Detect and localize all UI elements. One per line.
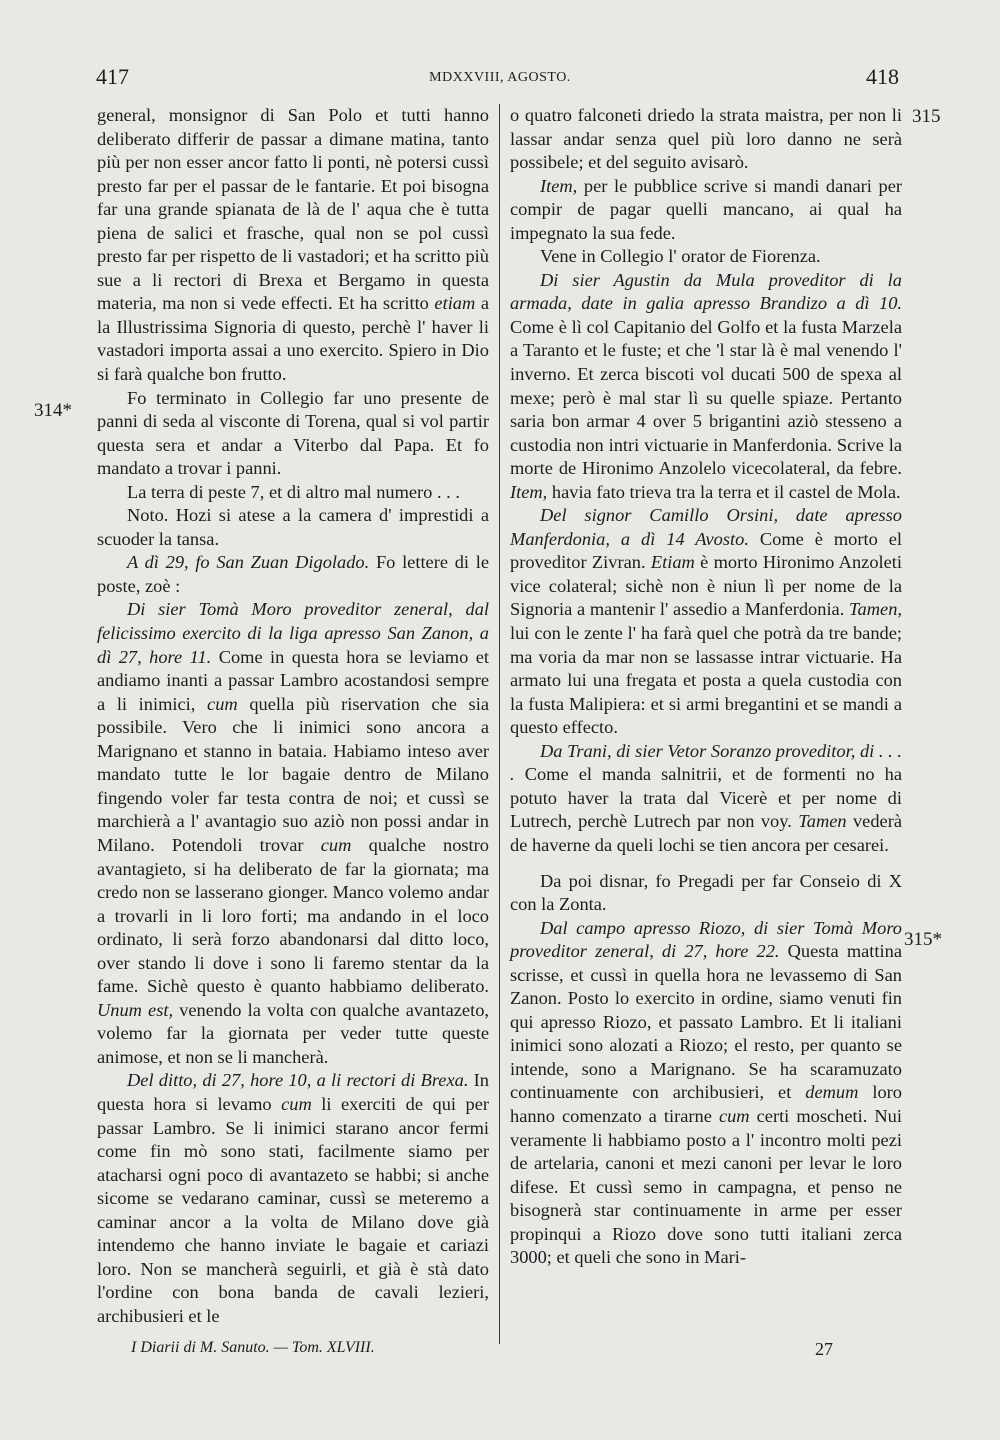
paragraph: Da Trani, di sier Vetor Soranzo proveditor, di . . . . Come el manda salnitrii, et de formenti no ha potuto haver la trata dal Vicerè et per nome di Lutrech, perchè Lutrech par non voy. Tamen vederà de haverne da queli lochi se tien ancora per cesarei.: [510, 740, 902, 855]
footer-signature-number: 27: [815, 1339, 833, 1359]
margin-note-315-star: 315*: [904, 929, 942, 950]
paragraph: Di sier Agustin da Mula proveditor di la armada, date in galia apresso Brandizo a dì 10. Come è lì col Capitanio del Golfo et la fusta Marzela a Taranto et le fuste; et che 'l star là è mal venendo l' inverno. Et zerca biscoti vol ducati 500 de spexa al mexe; però è mal star lì su quelle spiaze. Pertanto saria bon armar 4 over 5 brigantini aziò stesseno a custodia non intri victuarie in Manferdonia. Scrive la morte de Hironimo Anzolelo vicecolateral, da febre. Item, havia fato trieva tra la terra et il castel de Mola.: [510, 269, 902, 502]
margin-note-315: 315: [912, 106, 941, 127]
paragraph: Di sier Tomà Moro proveditor zeneral, dal felicissimo exercito di la liga apresso San Zanon, a dì 27, hore 11. Come in questa hora se leviamo et andiamo inanti a passar Lambro acostandosi sempre a li inimici, cum quella più riservation che sia possibile. Vero che li inimici sono ancora a Marignano et stanno in bataia. Habiamo inteso aver mandato tutte le lor bagaie dentro de Milano fingendo voler far testa contra de noi; et cussì se marchierà a l' avantagio suo aziò non possi andar in Milano. Potendoli trovar cum qualche nostro avantagieto, si ha deliberato de far la giornata; ma credo non se lasserano gionger. Manco volemo andar a trovarli in li loro forti; ma andando in el loco ordinato, li serà forzo abandonarsi dal ditto loco, over stando li dove i sono li faremo stentar da la fame. Sichè questo è quanto habbiamo deliberato. Unum est, venendo la volta con qualche avantazeto, volemo far la giornata per veder tutte queste animose, et non se li mancherà.: [97, 599, 490, 1067]
page-number-right: 418: [866, 64, 899, 89]
paragraph: Da poi disnar, fo Pregadi per far Conseio di X con la Zonta.: [510, 870, 902, 915]
left-column: [97, 104, 489, 1328]
margin-note-314: 314*: [34, 400, 72, 421]
paragraph: Fo terminato in Collegio far uno presente de panni di seda al visconte di Torena, qual si vol partir questa sera et andar a Viterbo dal Papa. Et fo mandato a trovar i panni.: [97, 387, 489, 479]
footer-title: I Diarii di M. Sanuto. — Tom. XLVIII.: [131, 1339, 375, 1356]
paragraph: Dal campo apresso Riozo, di sier Tomà Moro proveditor zeneral, di 27, hore 22. Questa mattina scrisse, et cussì in quella hora ne levassemo di San Zanon. Posto lo exercito in ordine, siamo venuti fin qui apresso Riozo, et passato Lambro. Et li italiani inimici sono alozati a Riozo; el resto, per quanto se intende, sono a Marignano. Se ha scaramuzato continuamente con archibusieri, et demum loro hanno comenzato a tirarne cum certi moscheti. Nui veramente li habbiamo posto a l' incontro molti pezi de artelaria, canoni et mezi canoni per levar le loro difese. Et cussì semo in campagna, et penso ne bisognerà star continuamente in arme per esser propinqui a Riozo dove sono tutti italiani zerca 3000; et queli che sono in Mari-: [510, 917, 902, 1268]
paragraph: Noto. Hozi si atese a la camera d' imprestidi a scuoder la tansa.: [97, 505, 489, 549]
paragraph: Del signor Camillo Orsini, date apresso Manferdonia, a dì 14 Avosto. Come è morto el proveditor Zivran. Etiam è morto Hironimo Anzoleti vice colateral; sichè non è niun lì per nome de la Signoria a mantenir l' assedio a Manferdonia. Tamen, lui con le zente l' ha farà quel che potrà da tre bande; ma voria da mar non se lassasse intrar victuarie. Ha armato lui una fregata et posta a quela custodia con la fusta Malipiera: et si armi bregantini et se mandi a questo effecto.: [510, 505, 902, 738]
paragraph: general, monsignor di San Polo et tutti hanno deliberato differir de passar a dimane matina, tanto più per non esser ancor fatto li ponti, nè potersi cussì presto far per el passar de le fantarie. Et poi bisogna far una grande spianata de là de l' aqua che è tutta piena de salici et frasche, qual non se pol cussì presto far per rispetto de li vastadori; et ha scritto più sue a li rectori di Brexa et Bergamo in questa materia, ma non si vede effecti. Et ha scritto etiam a la Illustrissima Signoria di questo, perchè l' haver li vastadori importa assai a uno exercito. Spiero in Dio si farà qualche bon frutto.: [97, 105, 489, 385]
page-number-left: 417: [96, 64, 129, 89]
paragraph: La terra di peste 7, et di altro mal numero . . .: [127, 481, 460, 502]
paragraph: o quatro falconeti driedo la strata maistra, per non li lassar andar senza quel più loro danno ne serà possibele; et del seguito avisarò.: [510, 105, 902, 173]
column-divider: [499, 104, 500, 1344]
paragraph: Vene in Collegio l' orator de Fiorenza.: [540, 246, 821, 267]
paragraph: Item, per le pubblice scrive si mandi danari per compir de pagar quelli mancano, ai qual ha impegnato la sua fede.: [510, 175, 902, 243]
paragraph: A dì 29, fo San Zuan Digolado. Fo lettere di le poste, zoè :: [97, 552, 489, 596]
paragraph: Del ditto, di 27, hore 10, a li rectori di Brexa. In questa hora si levamo cum li exerciti de qui per passar Lambro. Se li inimici starano ancor fermi come fin mò sono stati, facilmente siamo per atacharsi ogni poco di avantazeto se habbi; si anche sicome se vedarano caminar, cussì se meteremo a caminar ancor a la volta de Milano dove già intendemo che hanno inviate le bagaie et cariazi loro. Non se mancherà seguirli, et già è stà dato l'ordine con bona banda de cavali lezieri, archibusieri et le: [97, 1070, 489, 1326]
running-title: MDXXVIII, AGOSTO.: [429, 70, 571, 85]
right-column: [510, 104, 902, 1270]
